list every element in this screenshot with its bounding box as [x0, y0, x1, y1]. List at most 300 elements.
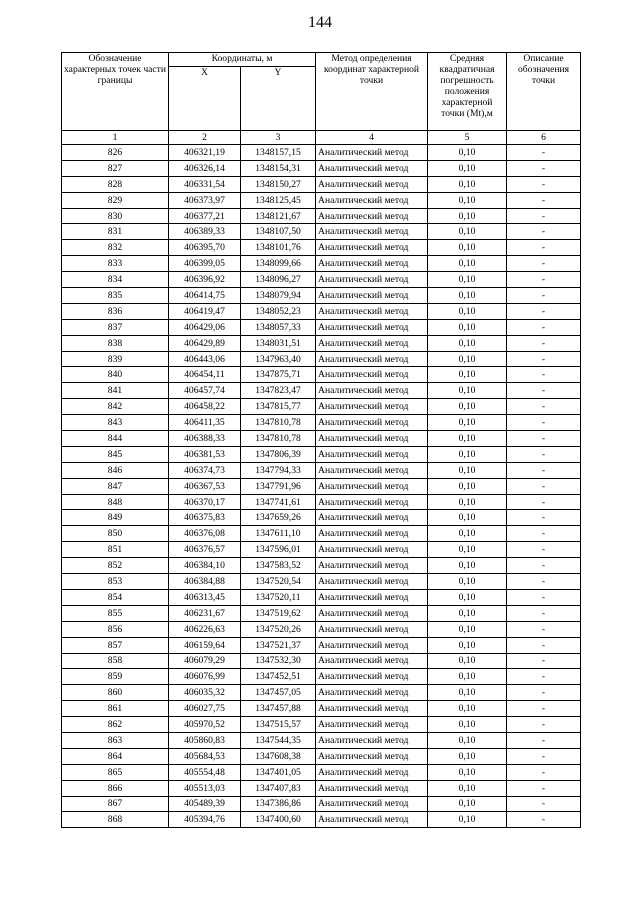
- table-row: [62, 431, 581, 447]
- point-number-cell: 850: [62, 526, 169, 542]
- point-number-cell: 857: [62, 637, 169, 653]
- point-number-cell: 841: [62, 383, 169, 399]
- x-coordinate-cell: 406231,67: [169, 605, 241, 621]
- method-cell: Аналитический метод: [316, 446, 428, 462]
- mt-cell: 0,10: [428, 574, 507, 590]
- description-cell: -: [507, 256, 581, 272]
- point-number-cell: 848: [62, 494, 169, 510]
- y-coordinate-cell: 1348096,27: [241, 272, 316, 288]
- point-number-cell: 843: [62, 415, 169, 431]
- table-row: [62, 542, 581, 558]
- header-method: Метод определения координат характерной точки: [316, 53, 428, 131]
- y-coordinate-cell: 1347741,61: [241, 494, 316, 510]
- mt-cell: 0,10: [428, 415, 507, 431]
- mt-cell: 0,10: [428, 558, 507, 574]
- y-coordinate-cell: 1347452,51: [241, 669, 316, 685]
- header-x: X: [169, 67, 241, 131]
- description-cell: -: [507, 335, 581, 351]
- table-row: [62, 415, 581, 431]
- table-row: [62, 526, 581, 542]
- description-cell: -: [507, 478, 581, 494]
- point-number-cell: 849: [62, 510, 169, 526]
- description-cell: -: [507, 510, 581, 526]
- table-row: [62, 748, 581, 764]
- description-cell: -: [507, 224, 581, 240]
- description-cell: -: [507, 494, 581, 510]
- method-cell: Аналитический метод: [316, 335, 428, 351]
- method-cell: Аналитический метод: [316, 208, 428, 224]
- header-mt: Средняя квадратичная погрешность положения характерной точки (Мt),м: [428, 53, 507, 131]
- y-coordinate-cell: 1347532,30: [241, 653, 316, 669]
- table-row: [62, 383, 581, 399]
- description-cell: -: [507, 240, 581, 256]
- description-cell: -: [507, 685, 581, 701]
- x-coordinate-cell: 406159,64: [169, 637, 241, 653]
- table-row: [62, 701, 581, 717]
- method-cell: Аналитический метод: [316, 367, 428, 383]
- y-coordinate-cell: 1347823,47: [241, 383, 316, 399]
- point-number-cell: 859: [62, 669, 169, 685]
- y-coordinate-cell: 1347520,54: [241, 574, 316, 590]
- y-coordinate-cell: 1348099,66: [241, 256, 316, 272]
- method-cell: Аналитический метод: [316, 399, 428, 415]
- table-row: [62, 605, 581, 621]
- mt-cell: 0,10: [428, 208, 507, 224]
- x-coordinate-cell: 406331,54: [169, 176, 241, 192]
- x-coordinate-cell: 406367,53: [169, 478, 241, 494]
- y-coordinate-cell: 1347519,62: [241, 605, 316, 621]
- y-coordinate-cell: 1347806,39: [241, 446, 316, 462]
- x-coordinate-cell: 406374,73: [169, 462, 241, 478]
- y-coordinate-cell: 1348150,27: [241, 176, 316, 192]
- description-cell: -: [507, 780, 581, 796]
- point-number-cell: 865: [62, 764, 169, 780]
- x-coordinate-cell: 406375,83: [169, 510, 241, 526]
- table-row: [62, 192, 581, 208]
- description-cell: -: [507, 796, 581, 812]
- description-cell: -: [507, 589, 581, 605]
- mt-cell: 0,10: [428, 335, 507, 351]
- x-coordinate-cell: 405489,39: [169, 796, 241, 812]
- x-coordinate-cell: 406443,06: [169, 351, 241, 367]
- description-cell: -: [507, 669, 581, 685]
- x-coordinate-cell: 406376,57: [169, 542, 241, 558]
- x-coordinate-cell: 406381,53: [169, 446, 241, 462]
- point-number-cell: 829: [62, 192, 169, 208]
- description-cell: -: [507, 717, 581, 733]
- mt-cell: 0,10: [428, 478, 507, 494]
- mt-cell: 0,10: [428, 637, 507, 653]
- mt-cell: 0,10: [428, 383, 507, 399]
- y-coordinate-cell: 1347386,86: [241, 796, 316, 812]
- method-cell: Аналитический метод: [316, 303, 428, 319]
- description-cell: -: [507, 653, 581, 669]
- description-cell: -: [507, 574, 581, 590]
- method-cell: Аналитический метод: [316, 621, 428, 637]
- y-coordinate-cell: 1347608,38: [241, 748, 316, 764]
- y-coordinate-cell: 1348057,33: [241, 319, 316, 335]
- method-cell: Аналитический метод: [316, 192, 428, 208]
- table-row: [62, 796, 581, 812]
- description-cell: -: [507, 558, 581, 574]
- method-cell: Аналитический метод: [316, 669, 428, 685]
- point-number-cell: 835: [62, 288, 169, 304]
- point-number-cell: 856: [62, 621, 169, 637]
- x-coordinate-cell: 406399,05: [169, 256, 241, 272]
- x-coordinate-cell: 406027,75: [169, 701, 241, 717]
- column-number: 1: [62, 131, 169, 145]
- y-coordinate-cell: 1347815,77: [241, 399, 316, 415]
- method-cell: Аналитический метод: [316, 653, 428, 669]
- y-coordinate-cell: 1347457,05: [241, 685, 316, 701]
- table-row: [62, 653, 581, 669]
- point-number-cell: 842: [62, 399, 169, 415]
- description-cell: -: [507, 272, 581, 288]
- method-cell: Аналитический метод: [316, 701, 428, 717]
- mt-cell: 0,10: [428, 399, 507, 415]
- method-cell: Аналитический метод: [316, 812, 428, 828]
- x-coordinate-cell: 406395,70: [169, 240, 241, 256]
- table-row: [62, 621, 581, 637]
- x-coordinate-cell: 406226,63: [169, 621, 241, 637]
- table-row: [62, 335, 581, 351]
- x-coordinate-cell: 406373,97: [169, 192, 241, 208]
- point-number-cell: 867: [62, 796, 169, 812]
- mt-cell: 0,10: [428, 717, 507, 733]
- description-cell: -: [507, 621, 581, 637]
- mt-cell: 0,10: [428, 701, 507, 717]
- x-coordinate-cell: 406457,74: [169, 383, 241, 399]
- point-number-cell: 833: [62, 256, 169, 272]
- point-number-cell: 831: [62, 224, 169, 240]
- mt-cell: 0,10: [428, 145, 507, 161]
- description-cell: -: [507, 732, 581, 748]
- x-coordinate-cell: 406414,75: [169, 288, 241, 304]
- y-coordinate-cell: 1348079,94: [241, 288, 316, 304]
- y-coordinate-cell: 1347457,88: [241, 701, 316, 717]
- description-cell: -: [507, 605, 581, 621]
- x-coordinate-cell: 406454,11: [169, 367, 241, 383]
- y-coordinate-cell: 1347520,26: [241, 621, 316, 637]
- method-cell: Аналитический метод: [316, 574, 428, 590]
- x-coordinate-cell: 406377,21: [169, 208, 241, 224]
- column-number: 5: [428, 131, 507, 145]
- point-number-cell: 852: [62, 558, 169, 574]
- x-coordinate-cell: 406419,47: [169, 303, 241, 319]
- table-row: [62, 494, 581, 510]
- mt-cell: 0,10: [428, 669, 507, 685]
- method-cell: Аналитический метод: [316, 558, 428, 574]
- method-cell: Аналитический метод: [316, 764, 428, 780]
- method-cell: Аналитический метод: [316, 224, 428, 240]
- table-row: [62, 812, 581, 828]
- table-row: [62, 224, 581, 240]
- mt-cell: 0,10: [428, 240, 507, 256]
- x-coordinate-cell: 406389,33: [169, 224, 241, 240]
- point-number-cell: 828: [62, 176, 169, 192]
- x-coordinate-cell: 406326,14: [169, 160, 241, 176]
- mt-cell: 0,10: [428, 764, 507, 780]
- table-body: [62, 145, 581, 828]
- mt-cell: 0,10: [428, 351, 507, 367]
- description-cell: -: [507, 431, 581, 447]
- mt-cell: 0,10: [428, 462, 507, 478]
- point-number-cell: 844: [62, 431, 169, 447]
- table-row: [62, 510, 581, 526]
- description-cell: -: [507, 176, 581, 192]
- x-coordinate-cell: 406321,19: [169, 145, 241, 161]
- mt-cell: 0,10: [428, 160, 507, 176]
- y-coordinate-cell: 1348107,50: [241, 224, 316, 240]
- y-coordinate-cell: 1348031,51: [241, 335, 316, 351]
- table-row: [62, 351, 581, 367]
- point-number-cell: 834: [62, 272, 169, 288]
- x-coordinate-cell: 406384,10: [169, 558, 241, 574]
- x-coordinate-cell: 406458,22: [169, 399, 241, 415]
- mt-cell: 0,10: [428, 494, 507, 510]
- method-cell: Аналитический метод: [316, 431, 428, 447]
- x-coordinate-cell: 406079,29: [169, 653, 241, 669]
- y-coordinate-cell: 1347596,01: [241, 542, 316, 558]
- y-coordinate-cell: 1348154,31: [241, 160, 316, 176]
- page-number: 144: [308, 14, 332, 31]
- description-cell: -: [507, 542, 581, 558]
- point-number-cell: 861: [62, 701, 169, 717]
- mt-cell: 0,10: [428, 303, 507, 319]
- table-row: [62, 732, 581, 748]
- point-number-cell: 847: [62, 478, 169, 494]
- coordinates-table: [61, 52, 581, 828]
- description-cell: -: [507, 288, 581, 304]
- description-cell: -: [507, 383, 581, 399]
- mt-cell: 0,10: [428, 780, 507, 796]
- method-cell: Аналитический метод: [316, 145, 428, 161]
- point-number-cell: 863: [62, 732, 169, 748]
- point-number-cell: 837: [62, 319, 169, 335]
- x-coordinate-cell: 405684,53: [169, 748, 241, 764]
- method-cell: Аналитический метод: [316, 319, 428, 335]
- y-coordinate-cell: 1347400,60: [241, 812, 316, 828]
- mt-cell: 0,10: [428, 621, 507, 637]
- method-cell: Аналитический метод: [316, 796, 428, 812]
- y-coordinate-cell: 1348052,23: [241, 303, 316, 319]
- table-row: [62, 208, 581, 224]
- x-coordinate-cell: 406384,88: [169, 574, 241, 590]
- y-coordinate-cell: 1347810,78: [241, 415, 316, 431]
- point-number-cell: 864: [62, 748, 169, 764]
- x-coordinate-cell: 406313,45: [169, 589, 241, 605]
- header-y: Y: [241, 67, 316, 131]
- point-number-cell: 854: [62, 589, 169, 605]
- method-cell: Аналитический метод: [316, 462, 428, 478]
- table-row: [62, 367, 581, 383]
- header-coordinates: Координаты, м: [169, 53, 316, 67]
- mt-cell: 0,10: [428, 653, 507, 669]
- mt-cell: 0,10: [428, 256, 507, 272]
- mt-cell: 0,10: [428, 288, 507, 304]
- point-number-cell: 840: [62, 367, 169, 383]
- table-row: [62, 446, 581, 462]
- table-row: [62, 145, 581, 161]
- point-number-cell: 866: [62, 780, 169, 796]
- column-number: 2: [169, 131, 241, 145]
- table-row: [62, 288, 581, 304]
- point-number-cell: 858: [62, 653, 169, 669]
- mt-cell: 0,10: [428, 542, 507, 558]
- y-coordinate-cell: 1347401,05: [241, 764, 316, 780]
- x-coordinate-cell: 406370,17: [169, 494, 241, 510]
- method-cell: Аналитический метод: [316, 383, 428, 399]
- mt-cell: 0,10: [428, 319, 507, 335]
- point-number-cell: 826: [62, 145, 169, 161]
- description-cell: -: [507, 145, 581, 161]
- mt-cell: 0,10: [428, 605, 507, 621]
- table-row: [62, 589, 581, 605]
- x-coordinate-cell: 405970,52: [169, 717, 241, 733]
- point-number-cell: 830: [62, 208, 169, 224]
- method-cell: Аналитический метод: [316, 351, 428, 367]
- description-cell: -: [507, 446, 581, 462]
- table-row: [62, 764, 581, 780]
- point-number-cell: 839: [62, 351, 169, 367]
- table-row: [62, 478, 581, 494]
- header-point: Обозначение характерных точек части границы: [62, 53, 169, 131]
- method-cell: Аналитический метод: [316, 605, 428, 621]
- method-cell: Аналитический метод: [316, 176, 428, 192]
- column-number: 4: [316, 131, 428, 145]
- x-coordinate-cell: 405513,03: [169, 780, 241, 796]
- description-cell: -: [507, 192, 581, 208]
- y-coordinate-cell: 1347521,37: [241, 637, 316, 653]
- mt-cell: 0,10: [428, 367, 507, 383]
- y-coordinate-cell: 1347659,26: [241, 510, 316, 526]
- method-cell: Аналитический метод: [316, 717, 428, 733]
- y-coordinate-cell: 1347583,52: [241, 558, 316, 574]
- column-number: 3: [241, 131, 316, 145]
- y-coordinate-cell: 1347544,35: [241, 732, 316, 748]
- table-row: [62, 272, 581, 288]
- description-cell: -: [507, 701, 581, 717]
- mt-cell: 0,10: [428, 431, 507, 447]
- table-row: [62, 780, 581, 796]
- y-coordinate-cell: 1348101,76: [241, 240, 316, 256]
- y-coordinate-cell: 1348157,15: [241, 145, 316, 161]
- point-number-cell: 862: [62, 717, 169, 733]
- y-coordinate-cell: 1348121,67: [241, 208, 316, 224]
- point-number-cell: 838: [62, 335, 169, 351]
- method-cell: Аналитический метод: [316, 748, 428, 764]
- x-coordinate-cell: 405394,76: [169, 812, 241, 828]
- table-row: [62, 685, 581, 701]
- point-number-cell: 851: [62, 542, 169, 558]
- table-row: [62, 637, 581, 653]
- method-cell: Аналитический метод: [316, 415, 428, 431]
- point-number-cell: 853: [62, 574, 169, 590]
- mt-cell: 0,10: [428, 748, 507, 764]
- table-row: [62, 240, 581, 256]
- y-coordinate-cell: 1347810,78: [241, 431, 316, 447]
- point-number-cell: 845: [62, 446, 169, 462]
- method-cell: Аналитический метод: [316, 240, 428, 256]
- method-cell: Аналитический метод: [316, 589, 428, 605]
- y-coordinate-cell: 1348125,45: [241, 192, 316, 208]
- description-cell: -: [507, 526, 581, 542]
- table-row: [62, 558, 581, 574]
- table-row: [62, 399, 581, 415]
- method-cell: Аналитический метод: [316, 478, 428, 494]
- x-coordinate-cell: 406388,33: [169, 431, 241, 447]
- table-row: [62, 256, 581, 272]
- header-description: Описание обозначения точки: [507, 53, 581, 131]
- point-number-cell: 846: [62, 462, 169, 478]
- method-cell: Аналитический метод: [316, 510, 428, 526]
- x-coordinate-cell: 406411,35: [169, 415, 241, 431]
- mt-cell: 0,10: [428, 272, 507, 288]
- mt-cell: 0,10: [428, 192, 507, 208]
- point-number-cell: 836: [62, 303, 169, 319]
- description-cell: -: [507, 160, 581, 176]
- method-cell: Аналитический метод: [316, 256, 428, 272]
- x-coordinate-cell: 405554,48: [169, 764, 241, 780]
- description-cell: -: [507, 415, 581, 431]
- method-cell: Аналитический метод: [316, 780, 428, 796]
- x-coordinate-cell: 406376,08: [169, 526, 241, 542]
- method-cell: Аналитический метод: [316, 685, 428, 701]
- y-coordinate-cell: 1347515,57: [241, 717, 316, 733]
- mt-cell: 0,10: [428, 685, 507, 701]
- y-coordinate-cell: 1347791,96: [241, 478, 316, 494]
- x-coordinate-cell: 406429,89: [169, 335, 241, 351]
- method-cell: Аналитический метод: [316, 732, 428, 748]
- table-row: [62, 717, 581, 733]
- y-coordinate-cell: 1347407,83: [241, 780, 316, 796]
- point-number-cell: 860: [62, 685, 169, 701]
- x-coordinate-cell: 406396,92: [169, 272, 241, 288]
- method-cell: Аналитический метод: [316, 542, 428, 558]
- y-coordinate-cell: 1347611,10: [241, 526, 316, 542]
- x-coordinate-cell: 406429,06: [169, 319, 241, 335]
- description-cell: -: [507, 319, 581, 335]
- y-coordinate-cell: 1347794,33: [241, 462, 316, 478]
- table-row: [62, 574, 581, 590]
- method-cell: Аналитический метод: [316, 637, 428, 653]
- description-cell: -: [507, 748, 581, 764]
- table-row: [62, 669, 581, 685]
- mt-cell: 0,10: [428, 224, 507, 240]
- mt-cell: 0,10: [428, 812, 507, 828]
- table-row: [62, 319, 581, 335]
- mt-cell: 0,10: [428, 510, 507, 526]
- description-cell: -: [507, 208, 581, 224]
- description-cell: -: [507, 351, 581, 367]
- method-cell: Аналитический метод: [316, 160, 428, 176]
- description-cell: -: [507, 303, 581, 319]
- x-coordinate-cell: 406035,32: [169, 685, 241, 701]
- description-cell: -: [507, 367, 581, 383]
- column-numbers-row: [62, 131, 581, 145]
- description-cell: -: [507, 462, 581, 478]
- column-number: 6: [507, 131, 581, 145]
- y-coordinate-cell: 1347963,40: [241, 351, 316, 367]
- table-row: [62, 303, 581, 319]
- point-number-cell: 855: [62, 605, 169, 621]
- table-header: [62, 53, 581, 145]
- description-cell: -: [507, 812, 581, 828]
- description-cell: -: [507, 637, 581, 653]
- mt-cell: 0,10: [428, 796, 507, 812]
- method-cell: Аналитический метод: [316, 288, 428, 304]
- mt-cell: 0,10: [428, 176, 507, 192]
